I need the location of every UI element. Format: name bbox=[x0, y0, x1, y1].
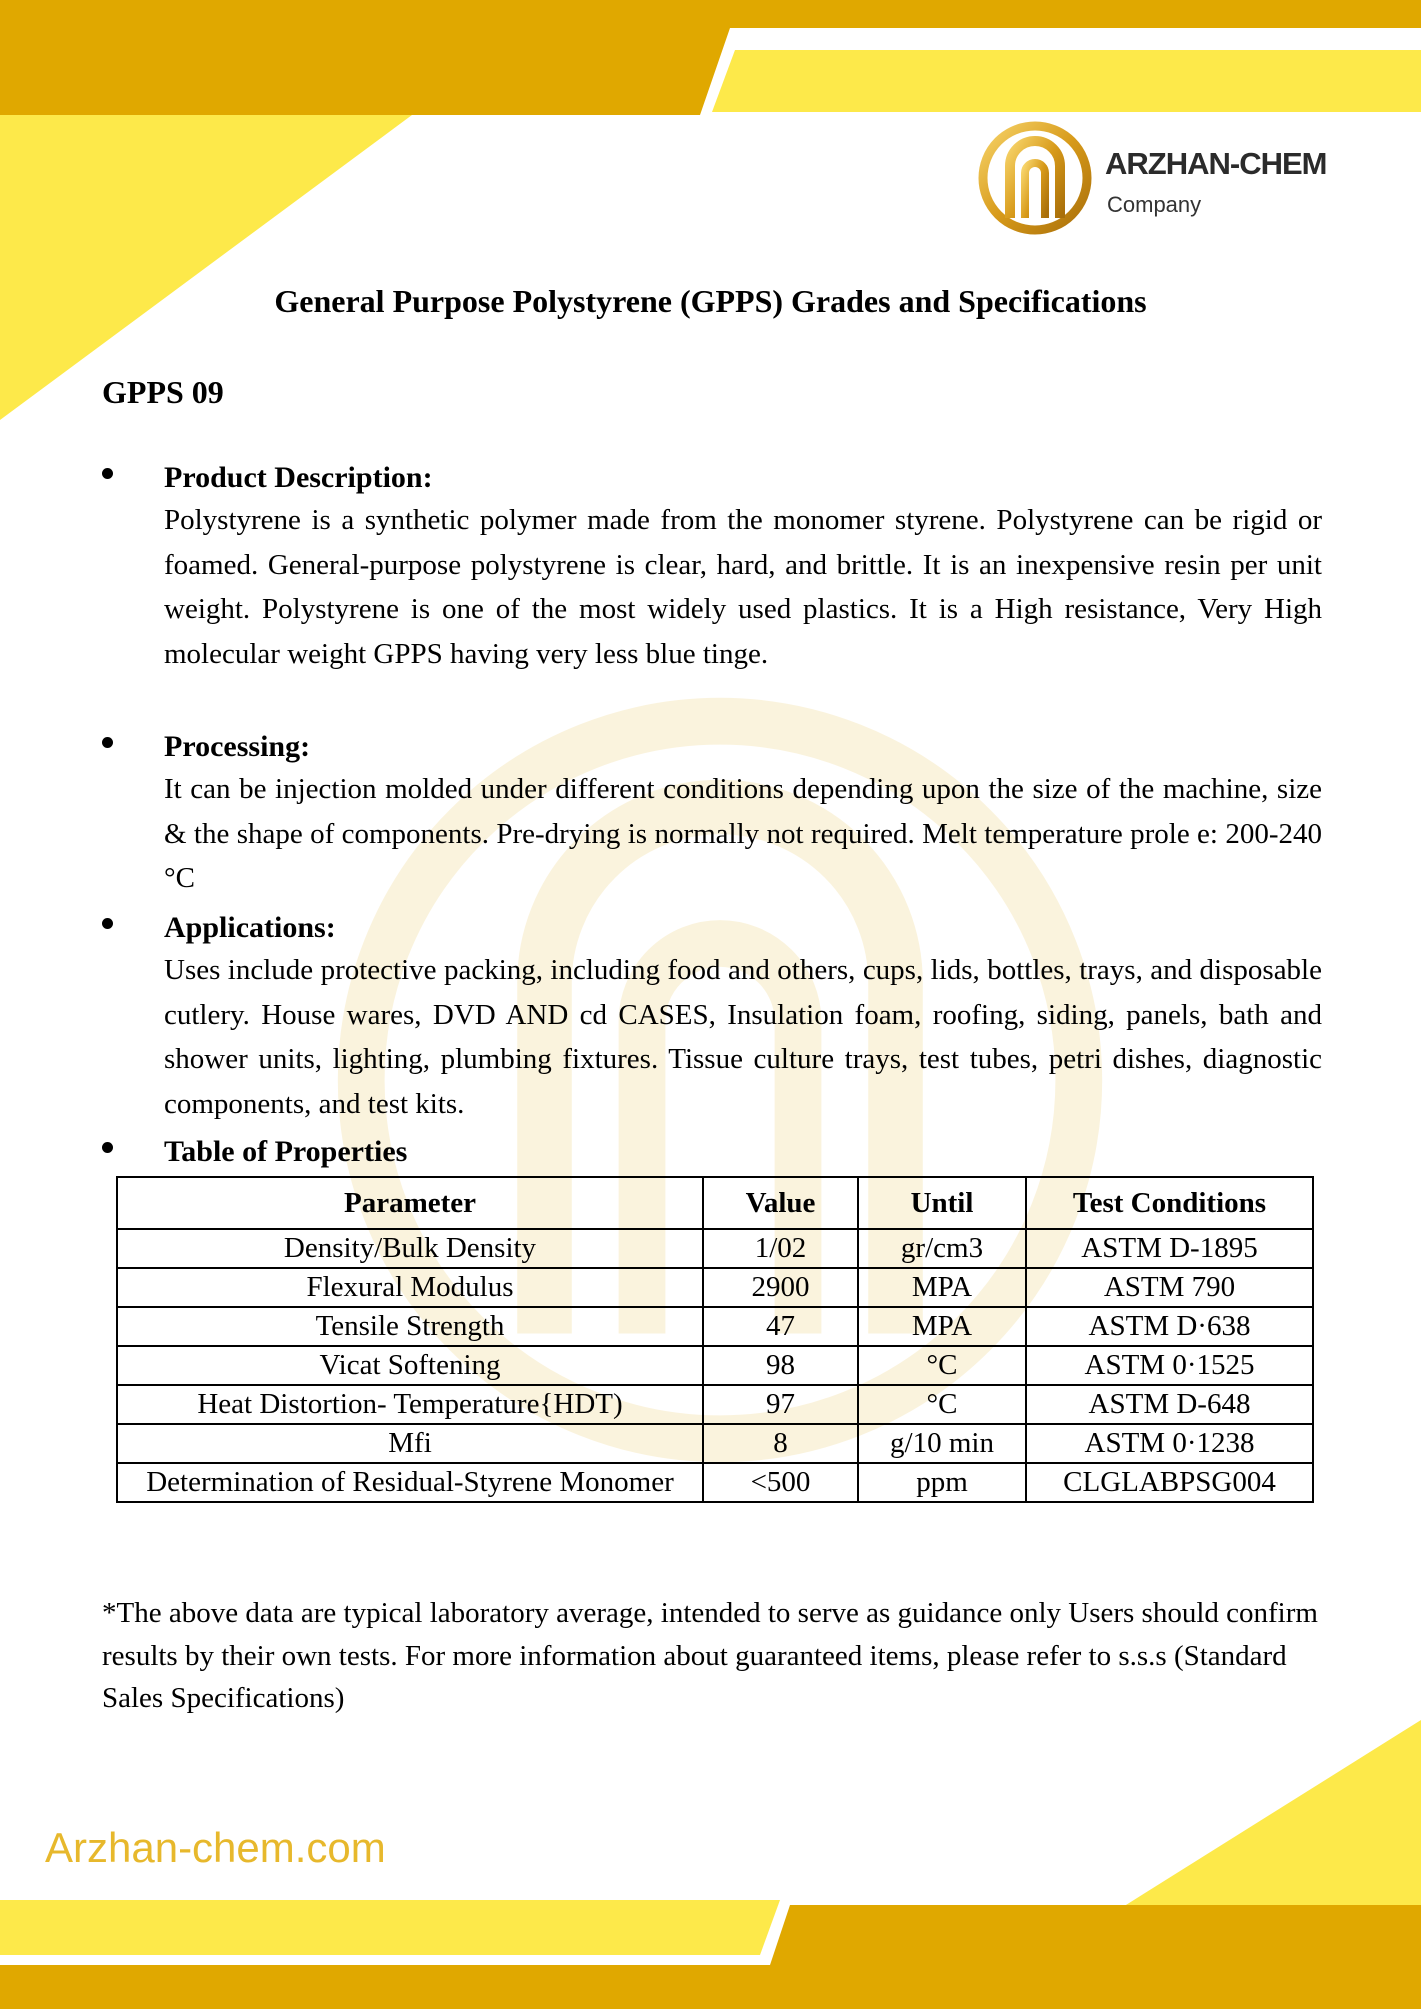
header-until: Until bbox=[858, 1177, 1026, 1229]
cell-value: 8 bbox=[703, 1424, 858, 1463]
cell-value: 98 bbox=[703, 1346, 858, 1385]
website-text: Arzhan-chem.com bbox=[45, 1824, 386, 1871]
section-heading: Applications: bbox=[164, 911, 336, 944]
cell-until: ppm bbox=[858, 1463, 1026, 1502]
bullet-icon bbox=[102, 468, 113, 479]
section-heading: Processing: bbox=[164, 730, 311, 763]
cell-test-conditions: ASTM 0·1238 bbox=[1026, 1424, 1313, 1463]
cell-value: 47 bbox=[703, 1307, 858, 1346]
top-light-band bbox=[712, 50, 1421, 112]
logo-company-subtitle: Company bbox=[1107, 192, 1202, 217]
table-row bbox=[117, 1268, 1313, 1307]
table-row bbox=[117, 1307, 1313, 1346]
section-heading: Table of Properties bbox=[164, 1135, 408, 1168]
table-row bbox=[117, 1346, 1313, 1385]
disclaimer-note: *The above data are typical laboratory average, intended to serve as guidance only Users should confirm results by their own tests. For more information about guaranteed items, please refer to s.s.s (Standard Sales Specifications) bbox=[102, 1597, 1318, 1714]
section-body: Uses include protective packing, including food and others, cups, lids, bottles, trays, and disposable cutlery. House wares, DVD AND cd CASES, Insulation foam, roofing, siding, panels, bath and shower units, lighting, plumbing fixtures. Tissue culture trays, test tubes, petri dishes, diagnostic components, and test kits. bbox=[164, 954, 1322, 1120]
cell-value: 97 bbox=[703, 1385, 858, 1424]
cell-parameter: Flexural Modulus bbox=[117, 1268, 703, 1307]
section-body: Polystyrene is a synthetic polymer made from the monomer styrene. Polystyrene can be rigid or foamed. General-purpose polystyrene is clear, hard, and brittle. It is an inexpensive resin per unit weight. Polystyrene is one of the most widely used plastics. It is a High resistance, Very High molecular weight GPPS having very less blue tinge. bbox=[164, 504, 1322, 670]
bottom-light-band bbox=[0, 1900, 780, 1955]
cell-until: MPA bbox=[858, 1307, 1026, 1346]
header-value: Value bbox=[703, 1177, 858, 1229]
cell-value: 1/02 bbox=[703, 1229, 858, 1268]
brand-logo bbox=[975, 118, 1395, 238]
bullet-icon bbox=[102, 918, 113, 929]
bottom-right-wedge bbox=[1110, 1720, 1421, 1915]
section-product-description bbox=[102, 458, 1322, 676]
section-heading: Product Description: bbox=[164, 461, 433, 494]
logo-company-name: ARZHAN-CHEM bbox=[1105, 146, 1327, 181]
cell-value: <500 bbox=[703, 1463, 858, 1502]
cell-test-conditions: ASTM D·638 bbox=[1026, 1307, 1313, 1346]
section-applications bbox=[102, 908, 1322, 1126]
section-table-of-properties bbox=[102, 1132, 1322, 1172]
cell-parameter: Determination of Residual-Styrene Monomer bbox=[117, 1463, 703, 1502]
cell-parameter: Mfi bbox=[117, 1424, 703, 1463]
table-row bbox=[117, 1463, 1313, 1502]
section-processing bbox=[102, 727, 1322, 901]
cell-test-conditions: CLGLABPSG004 bbox=[1026, 1463, 1313, 1502]
header-parameter: Parameter bbox=[117, 1177, 703, 1229]
header-test-conditions: Test Conditions bbox=[1026, 1177, 1313, 1229]
table-row bbox=[117, 1229, 1313, 1268]
cell-test-conditions: ASTM D-648 bbox=[1026, 1385, 1313, 1424]
cell-until: g/10 min bbox=[858, 1424, 1026, 1463]
cell-parameter: Heat Distortion- Temperature{HDT) bbox=[117, 1385, 703, 1424]
arzhan-logo-icon bbox=[975, 118, 1095, 238]
cell-until: °C bbox=[858, 1346, 1026, 1385]
section-body: It can be injection molded under different conditions depending upon the size of the machine, size & the shape of components. Pre-drying is normally not required. Melt temperature prole e: 200-240 °C bbox=[164, 773, 1322, 894]
cell-test-conditions: ASTM 0·1525 bbox=[1026, 1346, 1313, 1385]
cell-until: °C bbox=[858, 1385, 1026, 1424]
cell-parameter: Vicat Softening bbox=[117, 1346, 703, 1385]
table-row bbox=[117, 1385, 1313, 1424]
bullet-icon bbox=[102, 1142, 113, 1153]
cell-value: 2900 bbox=[703, 1268, 858, 1307]
table-row bbox=[117, 1424, 1313, 1463]
grade-heading: GPPS 09 bbox=[102, 374, 224, 410]
cell-until: MPA bbox=[858, 1268, 1026, 1307]
cell-parameter: Tensile Strength bbox=[117, 1307, 703, 1346]
table-header-row bbox=[117, 1177, 1313, 1229]
cell-parameter: Density/Bulk Density bbox=[117, 1229, 703, 1268]
properties-table bbox=[116, 1176, 1314, 1503]
cell-test-conditions: ASTM 790 bbox=[1026, 1268, 1313, 1307]
bullet-icon bbox=[102, 737, 113, 748]
document-title: General Purpose Polystyrene (GPPS) Grades and Specifications bbox=[274, 283, 1147, 319]
cell-until: gr/cm3 bbox=[858, 1229, 1026, 1268]
cell-test-conditions: ASTM D-1895 bbox=[1026, 1229, 1313, 1268]
